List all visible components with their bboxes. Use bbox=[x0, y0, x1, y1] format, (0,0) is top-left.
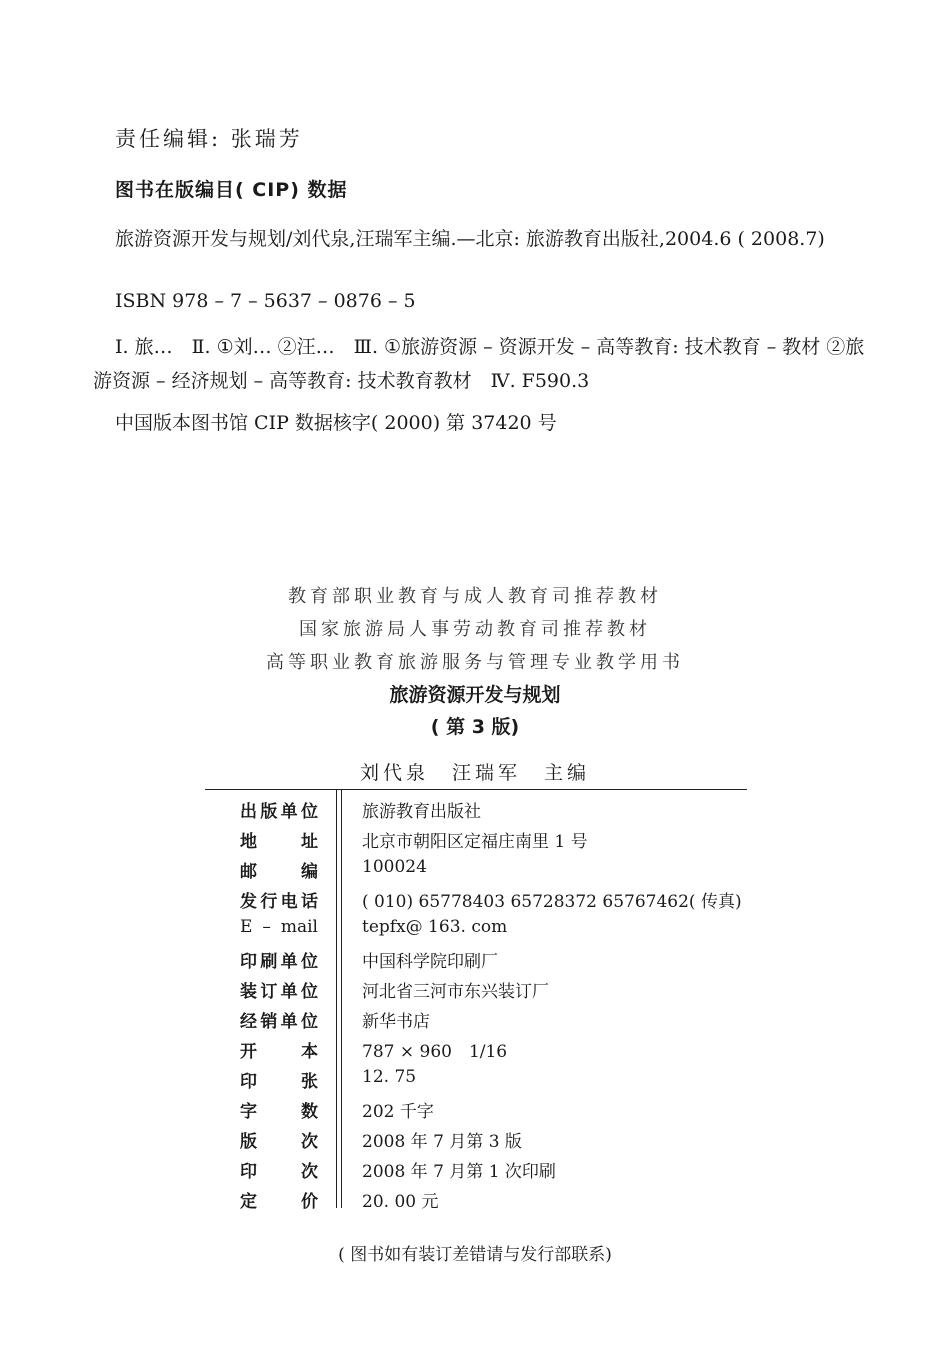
table-row bbox=[205, 1157, 765, 1187]
detail-label: 版 次 bbox=[240, 1132, 318, 1152]
book-title: 旅游资源开发与规划 bbox=[389, 684, 561, 706]
detail-label: 邮 编 bbox=[240, 862, 318, 882]
detail-label: 印 次 bbox=[240, 1162, 318, 1182]
cip-number: 中国版本图书馆 CIP 数据核字( 2000) 第 37420 号 bbox=[115, 412, 557, 434]
detail-value: 北京市朝阳区定福庄南里 1 号 bbox=[362, 832, 588, 852]
table-row bbox=[205, 797, 765, 827]
table-row bbox=[205, 1127, 765, 1157]
recommendation-line: 国家旅游局人事劳动教育司推荐教材 bbox=[299, 619, 651, 640]
detail-label: 装订单位 bbox=[240, 982, 318, 1002]
table-row bbox=[205, 947, 765, 977]
cip-heading: 图书在版编目( CIP) 数据 bbox=[115, 179, 348, 201]
detail-label: E – mail bbox=[240, 917, 318, 937]
responsible-editor: 责任编辑: 张瑞芳 bbox=[115, 127, 303, 151]
recommendation-line: 高等职业教育旅游服务与管理专业教学用书 bbox=[266, 652, 684, 673]
table-row bbox=[205, 827, 765, 857]
detail-value: ( 010) 65778403 65728372 65767462( 传真) bbox=[362, 892, 742, 912]
detail-value: 787 × 960 1/16 bbox=[362, 1042, 508, 1062]
detail-label: 地 址 bbox=[240, 832, 318, 852]
table-row bbox=[205, 1007, 765, 1037]
recommendation-line: 教育部职业教育与成人教育司推荐教材 bbox=[288, 586, 662, 607]
detail-value: 20. 00 元 bbox=[362, 1192, 439, 1212]
table-row bbox=[205, 1037, 765, 1067]
detail-label: 经销单位 bbox=[240, 1012, 318, 1032]
book-edition: ( 第 3 版) bbox=[430, 716, 520, 738]
detail-value: 新华书店 bbox=[362, 1012, 430, 1032]
detail-value: 12. 75 bbox=[362, 1067, 417, 1087]
table-row bbox=[205, 1067, 765, 1097]
table-row bbox=[205, 917, 765, 947]
table-row bbox=[205, 977, 765, 1007]
detail-value: 100024 bbox=[362, 857, 427, 877]
table-row bbox=[205, 1097, 765, 1127]
detail-value: 旅游教育出版社 bbox=[362, 802, 481, 822]
detail-label: 定 价 bbox=[240, 1192, 318, 1212]
detail-value: 2008 年 7 月第 3 版 bbox=[362, 1132, 522, 1152]
detail-label: 发行电话 bbox=[240, 892, 318, 912]
book-authors: 刘代泉 汪瑞军 主编 bbox=[359, 762, 590, 784]
footer-note: ( 图书如有装订差错请与发行部联系) bbox=[338, 1245, 612, 1265]
cip-classification: Ⅰ. 旅… Ⅱ. ①刘… ②汪… Ⅲ. ①旅游资源 – 资源开发 – 高等教育: 技术教育 – 教材 ②旅游资源 – 经济规划 – 高等教育: 技术教育教材 Ⅳ. F590.3 bbox=[93, 336, 865, 392]
cip-entry: 旅游资源开发与规划/刘代泉,汪瑞军主编.—北京: 旅游教育出版社,2004.6 ( 2008.7) bbox=[115, 228, 825, 250]
detail-value: tepfx@ 163. com bbox=[362, 917, 508, 937]
table-top-rule bbox=[205, 789, 747, 790]
detail-label: 印刷单位 bbox=[240, 952, 318, 972]
table-row bbox=[205, 857, 765, 887]
table-row bbox=[205, 887, 765, 917]
detail-value: 2008 年 7 月第 1 次印刷 bbox=[362, 1162, 556, 1182]
detail-value: 202 千字 bbox=[362, 1102, 434, 1122]
detail-label: 出版单位 bbox=[240, 802, 318, 822]
detail-label: 字 数 bbox=[240, 1102, 318, 1122]
detail-value: 中国科学院印刷厂 bbox=[362, 952, 498, 972]
detail-value: 河北省三河市东兴装订厂 bbox=[362, 982, 549, 1002]
detail-label: 印 张 bbox=[240, 1072, 318, 1092]
isbn: ISBN 978 – 7 – 5637 – 0876 – 5 bbox=[115, 290, 416, 312]
detail-label: 开 本 bbox=[240, 1042, 318, 1062]
table-row bbox=[205, 1187, 765, 1217]
